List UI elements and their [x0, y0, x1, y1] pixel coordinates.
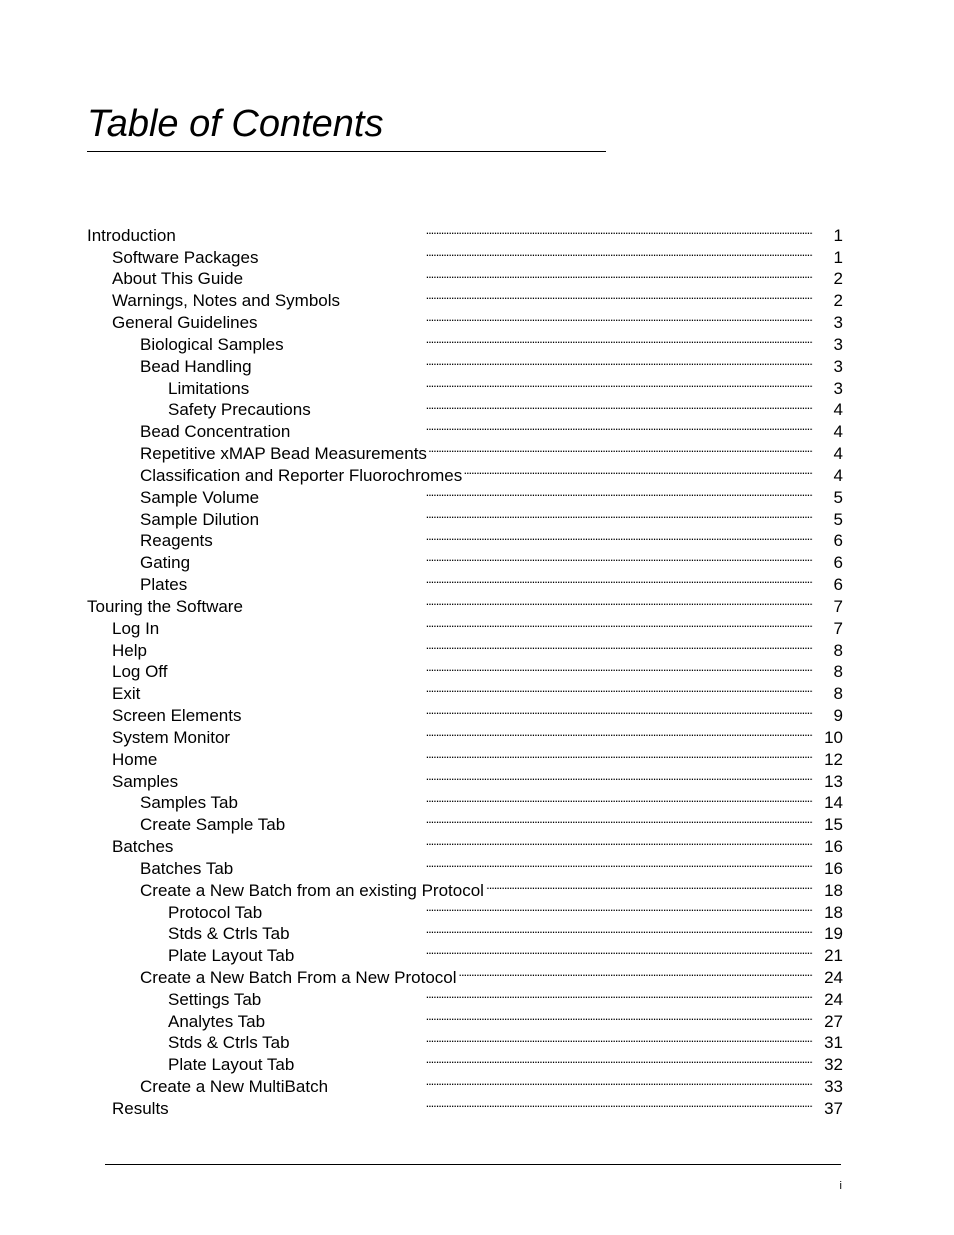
toc-entry-title: Protocol Tab [168, 902, 263, 922]
toc-entry-page: 3 [833, 334, 843, 354]
dot-leader [251, 372, 813, 394]
toc-entry-page: 8 [833, 640, 843, 660]
toc-entry-title: Batches [112, 837, 174, 857]
toc-entry-page: 9 [833, 706, 843, 726]
dot-leader [261, 503, 813, 525]
dot-leader [254, 350, 813, 372]
dot-leader [287, 808, 813, 830]
toc-entry-title: Reagents [140, 531, 213, 551]
toc-entry-page: 4 [833, 400, 843, 420]
toc-entry-title: Create a New Batch From a New Protocol [140, 967, 457, 987]
toc-entry-page: 3 [833, 378, 843, 398]
toc-entry-page: 16 [824, 858, 843, 878]
dot-leader [342, 284, 813, 306]
toc-entry-title: Biological Samples [140, 334, 284, 354]
toc-entry-page: 33 [824, 1077, 843, 1097]
toc-entry-title: Limitations [168, 378, 250, 398]
toc-entry[interactable] [87, 830, 843, 857]
dot-leader [240, 787, 813, 809]
toc-entry-title: Log Off [112, 662, 168, 682]
toc-entry[interactable] [87, 743, 843, 769]
toc-entry-page: 7 [833, 596, 843, 616]
toc-entry-page: 16 [824, 837, 843, 857]
toc-entry[interactable] [87, 590, 843, 616]
toc-entry-title: Help [112, 640, 147, 660]
toc-entry-title: Repetitive xMAP Bead Measurements [140, 444, 427, 464]
toc-entry-page: 5 [833, 487, 843, 507]
toc-entry[interactable] [87, 241, 843, 267]
toc-entry-title: Bead Concentration [140, 422, 291, 442]
toc-entry-page: 27 [824, 1011, 843, 1031]
toc-entry-title: Screen Elements [112, 706, 242, 726]
toc-entry[interactable] [87, 546, 843, 573]
toc-entry-page: 5 [833, 509, 843, 529]
dot-leader [215, 525, 813, 547]
footer-page-number: i [839, 1180, 842, 1192]
dot-leader [260, 306, 813, 328]
dot-leader [169, 656, 813, 678]
toc-entry[interactable] [87, 656, 843, 682]
dot-leader [245, 590, 813, 612]
toc-entry-page: 13 [824, 771, 843, 791]
dot-leader [171, 1092, 813, 1114]
toc-entry-title: Touring the Software [87, 596, 243, 616]
toc-entry-title: Sample Volume [140, 487, 260, 507]
toc-entry-title: Results [112, 1098, 169, 1118]
toc-entry-title: Stds & Ctrls Tab [168, 924, 290, 944]
toc-entry-page: 6 [833, 531, 843, 551]
toc-entry-title: Sample Dilution [140, 509, 260, 529]
dot-leader [161, 612, 813, 634]
toc-entry-title: Warnings, Notes and Symbols [112, 291, 341, 311]
toc-entry-title: Classification and Reporter Fluorochromes [140, 465, 463, 485]
toc-entry-title: Plates [140, 575, 188, 595]
toc-entry[interactable] [87, 612, 843, 638]
toc-entry-title: Exit [112, 684, 141, 704]
toc-entry-page: 6 [833, 553, 843, 573]
toc-entry-title: Introduction [87, 225, 176, 245]
toc-entry-title: Safety Precautions [168, 400, 311, 420]
footer-divider [105, 1164, 841, 1165]
toc-entry-page: 4 [833, 444, 843, 464]
toc-entry-page: 37 [824, 1098, 843, 1118]
toc-entry-page: 31 [824, 1033, 843, 1053]
dot-leader [292, 415, 813, 437]
table-of-contents [87, 219, 843, 1118]
toc-entry-page: 24 [824, 967, 843, 987]
dot-leader [180, 765, 813, 787]
toc-entry-page: 1 [833, 225, 843, 245]
toc-entry[interactable] [87, 787, 843, 813]
toc-entry[interactable] [87, 219, 843, 245]
dot-leader [486, 874, 813, 896]
dot-leader [263, 983, 813, 1005]
toc-entry-page: 32 [824, 1055, 843, 1075]
toc-entry[interactable] [87, 1092, 843, 1118]
toc-entry-page: 15 [824, 815, 843, 835]
toc-entry[interactable] [87, 568, 843, 595]
dot-leader [243, 699, 813, 721]
dot-leader [261, 481, 813, 503]
toc-entry-page: 2 [833, 291, 843, 311]
toc-entry-page: 24 [824, 989, 843, 1009]
dot-leader [178, 219, 813, 241]
toc-entry-title: Samples Tab [140, 793, 238, 813]
dot-leader [232, 721, 813, 743]
toc-entry-page: 18 [824, 880, 843, 900]
dot-leader [189, 568, 813, 590]
title-underline [87, 151, 606, 152]
dot-leader [330, 1070, 813, 1092]
toc-entry-title: Plate Layout Tab [168, 946, 295, 966]
toc-entry-title: Stds & Ctrls Tab [168, 1033, 290, 1053]
toc-entry[interactable] [87, 699, 843, 726]
page-title: Table of Contents [87, 103, 384, 145]
toc-entry-title: Create a New Batch from an existing Protocol [140, 880, 484, 900]
toc-entry-page: 21 [824, 946, 843, 966]
toc-entry-title: Samples [112, 771, 179, 791]
dot-leader [235, 852, 813, 874]
dot-leader [292, 1027, 813, 1049]
toc-entry-page: 14 [824, 793, 843, 813]
dot-leader [292, 918, 813, 940]
toc-entry[interactable] [87, 852, 843, 878]
toc-entry-page: 4 [833, 465, 843, 485]
dot-leader [429, 437, 813, 459]
dot-leader [296, 939, 813, 961]
dot-leader [192, 546, 813, 568]
toc-entry-page: 8 [833, 662, 843, 682]
toc-entry-page: 2 [833, 269, 843, 289]
toc-entry-title: Gating [140, 553, 191, 573]
toc-entry-title: Create Sample Tab [140, 815, 286, 835]
dot-leader [159, 743, 813, 765]
dot-leader [149, 634, 813, 656]
toc-entry-page: 10 [824, 727, 843, 747]
toc-entry-page: 18 [824, 902, 843, 922]
toc-entry-page: 1 [833, 247, 843, 267]
toc-entry-title: Plate Layout Tab [168, 1055, 295, 1075]
toc-entry-title: Bead Handling [140, 356, 252, 376]
toc-entry[interactable] [87, 677, 843, 704]
toc-entry-title: Analytes Tab [168, 1011, 266, 1031]
toc-entry-page: 6 [833, 575, 843, 595]
dot-leader [264, 896, 813, 918]
toc-entry-title: Settings Tab [168, 989, 262, 1009]
toc-entry-title: Software Packages [112, 247, 259, 267]
toc-entry-title: General Guidelines [112, 313, 258, 333]
dot-leader [245, 263, 813, 285]
toc-entry-page: 4 [833, 422, 843, 442]
toc-entry-title: About This Guide [112, 269, 244, 289]
toc-entry-title: System Monitor [112, 727, 231, 747]
toc-entry-page: 7 [833, 618, 843, 638]
toc-entry-title: Create a New MultiBatch [140, 1077, 329, 1097]
dot-leader [296, 1048, 813, 1070]
dot-leader [267, 1005, 813, 1027]
dot-leader [313, 394, 813, 416]
dot-leader [260, 241, 813, 263]
dot-leader [464, 459, 813, 481]
dot-leader [142, 677, 813, 699]
toc-entry[interactable] [87, 634, 843, 660]
toc-entry-page: 3 [833, 356, 843, 376]
toc-entry-page: 3 [833, 313, 843, 333]
toc-entry-page: 19 [824, 924, 843, 944]
dot-leader [286, 328, 813, 350]
toc-entry-title: Log In [112, 618, 160, 638]
toc-entry-title: Batches Tab [140, 858, 234, 878]
toc-entry-title: Home [112, 749, 158, 769]
dot-leader [175, 830, 813, 852]
toc-entry[interactable] [87, 765, 843, 791]
toc-entry-page: 12 [824, 749, 843, 769]
toc-entry-page: 8 [833, 684, 843, 704]
dot-leader [459, 961, 813, 983]
